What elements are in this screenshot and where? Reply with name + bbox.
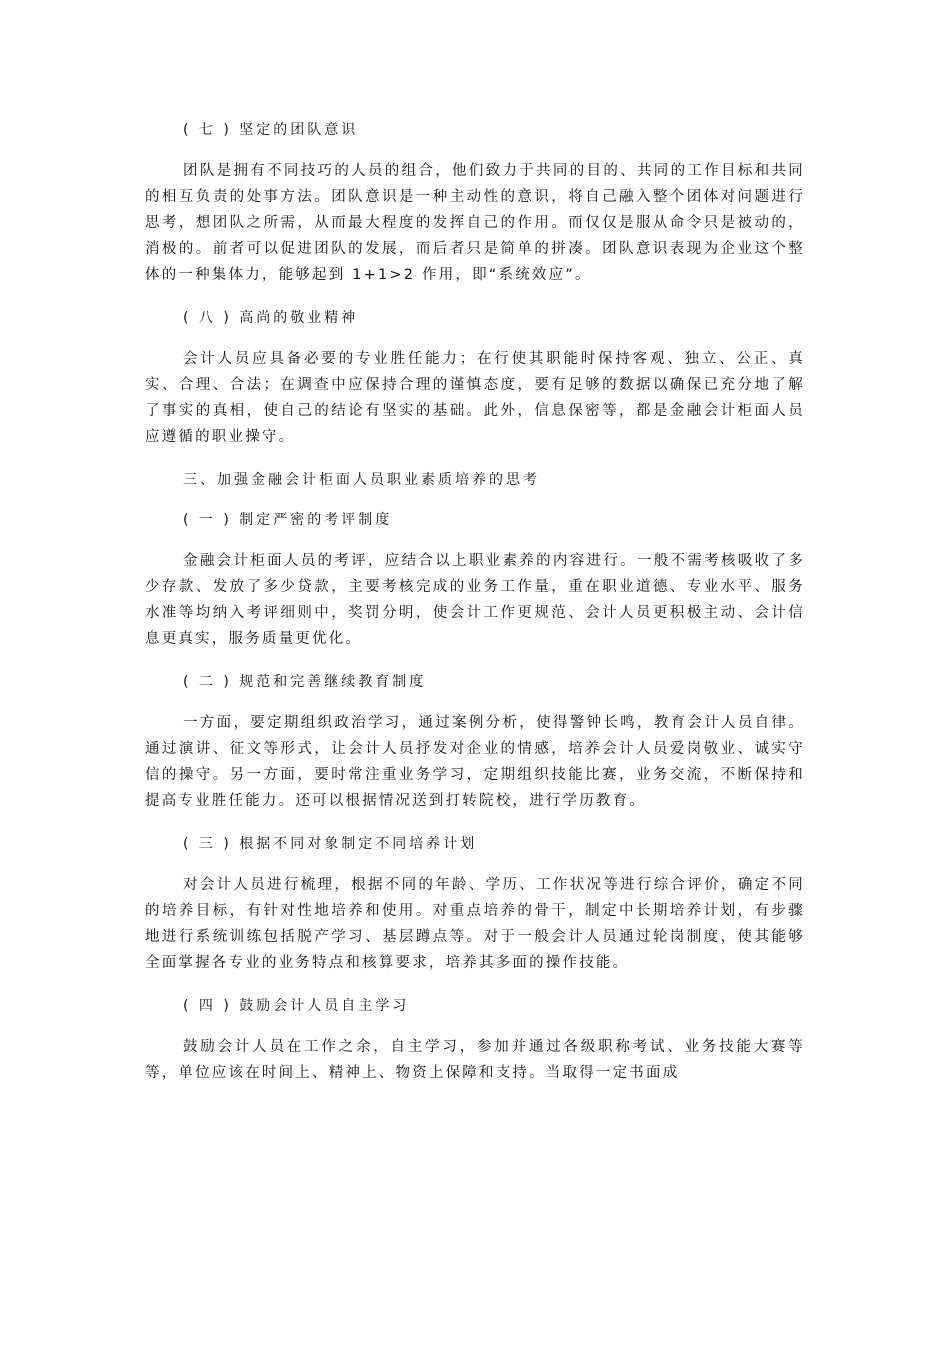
paragraph-training-plans: 对会计人员进行梳理，根据不同的年龄、学历、工作状况等进行综合评价，确定不同的培养目标，有针对性地培养和使用。对重点培养的骨干，制定中长期培养计划，有步骤地进行系统训练包括脱产学习、基层蹲点等。对于一般会计人员通过轮岗制度，使其能够全面掌握各专业的业务特点和核算要求，培养其多面的操作技能。: [145, 877, 805, 971]
paragraph-evaluation-system: 金融会计柜面人员的考评，应结合以上职业素养的内容进行。一般不需考核吸收了多少存款、发放了多少贷款，主要考核完成的业务工作量，重在职业道德、专业水平、服务水准等均纳入考评细则中，奖罚分明，使会计工作更规范、会计人员更积极主动、会计信息更真实，服务质量更优化。: [145, 553, 805, 647]
paragraph-professional-spirit: 会计人员应具备必要的专业胜任能力；在行使其职能时保持客观、独立、公正、真实、合理、合法；在调查中应保持合理的谨慎态度，要有足够的数据以确保已充分地了解了事实的真相，使自己的结论有坚实的基础。此外，信息保密等，都是金融会计柜面人员应遵循的职业操守。: [145, 351, 805, 445]
section-heading-2: ( 二 ) 规范和完善继续教育制度: [183, 674, 427, 690]
section-heading-4: ( 四 ) 鼓励会计人员自主学习: [183, 998, 410, 1014]
section-heading-1: ( 一 ) 制定严密的考评制度: [183, 512, 393, 528]
chapter-heading-3: 三、加强金融会计柜面人员职业素质培养的思考: [183, 472, 540, 488]
paragraph-continuing-education: 一方面，要定期组织政治学习，通过案例分析，使得警钟长鸣，教育会计人员自律。通过演讲、征文等形式，让会计人员抒发对企业的情感，培养会计人员爱岗敬业、诚实守信的操守。另一方面，要时常注重业务学习，定期组织技能比赛，业务交流，不断保持和提高专业胜任能力。还可以根据情况送到打转院校，进行学历教育。: [145, 715, 805, 809]
paragraph-team-awareness: 团队是拥有不同技巧的人员的组合，他们致力于共同的目的、共同的工作目标和共同的相互负责的处事方法。团队意识是一种主动性的意识，将自己融入整个团体对问题进行思考，想团队之所需，从而最大程度的发挥自己的作用。而仅仅是服从命令只是被动的，消极的。前者可以促进团队的发展，而后者只是简单的拼凑。团队意识表现为企业这个整体的一种集体力，能够起到 1+1>2 作用，即“系统效应”。: [145, 163, 805, 283]
section-heading-3: ( 三 ) 根据不同对象制定不同培养计划: [183, 836, 478, 852]
section-heading-7: ( 七 ) 坚定的团队意识: [183, 122, 359, 138]
paragraph-self-study: 鼓励会计人员在工作之余，自主学习，参加并通过各级职称考试、业务技能大赛等等，单位应该在时间上、精神上、物资上保障和支持。当取得一定书面成: [145, 1039, 805, 1081]
section-heading-8: ( 八 ) 高尚的敬业精神: [183, 310, 359, 326]
document-page: [145, 118, 805, 1086]
